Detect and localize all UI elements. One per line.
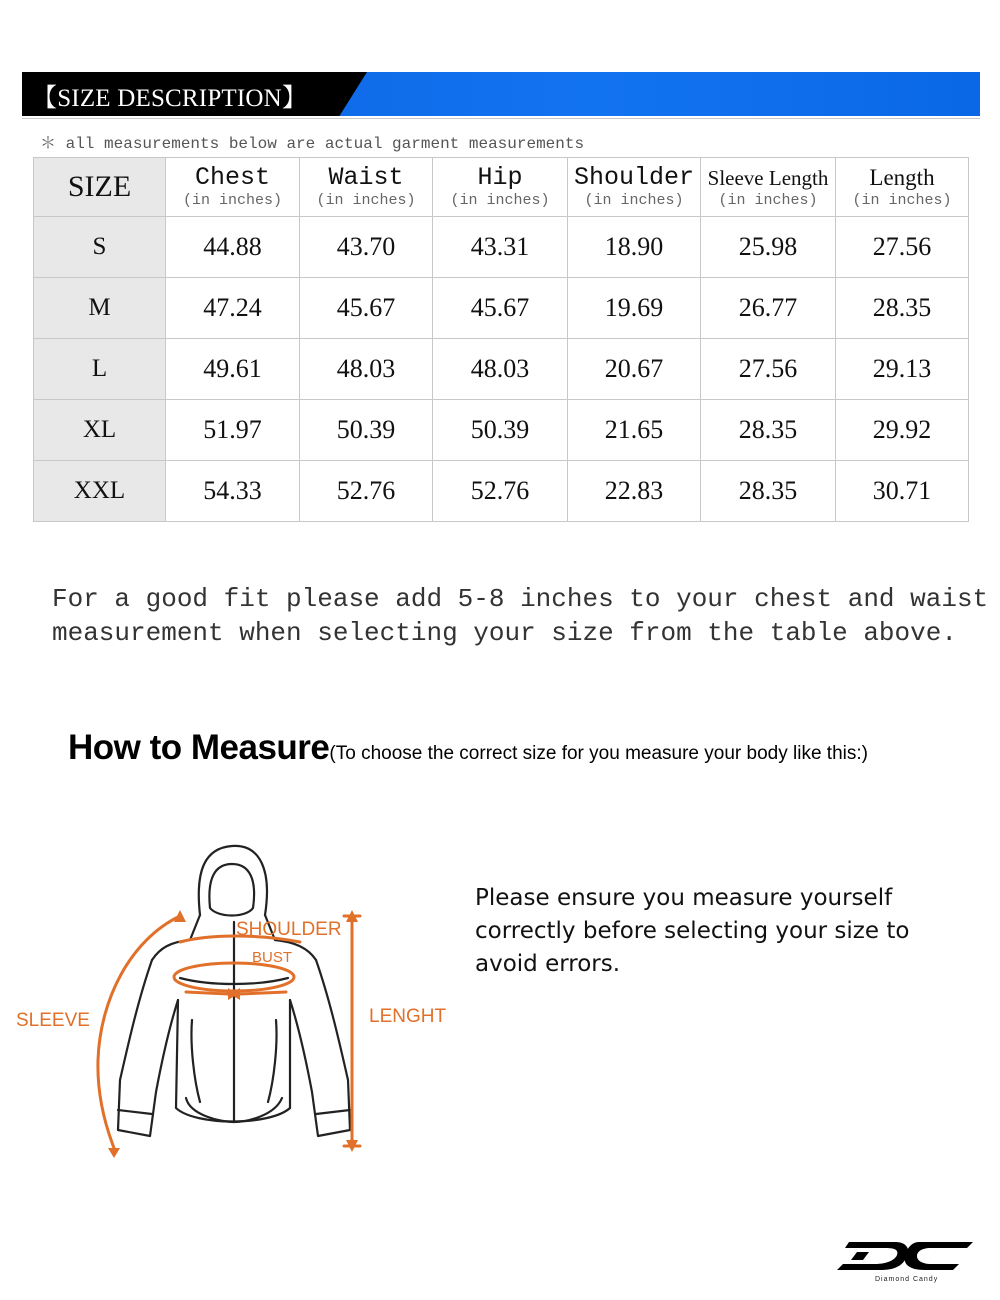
advice-line: correctly before selecting your size to [475, 918, 910, 944]
advice-line: avoid errors. [475, 951, 621, 977]
column-header-hip [433, 158, 568, 217]
jacket-diagram-icon [10, 830, 470, 1160]
table-cell: 28.35 [701, 400, 836, 461]
table-cell: 50.39 [300, 400, 433, 461]
table-cell: 45.67 [300, 278, 433, 339]
column-unit: (in inches) [316, 192, 416, 209]
column-header-length [836, 158, 969, 217]
column-name: Hip [477, 163, 523, 192]
column-header-chest [166, 158, 300, 217]
fit-tip [52, 582, 1000, 650]
table-cell: 18.90 [568, 217, 701, 278]
table-cell: 43.70 [300, 217, 433, 278]
fit-tip-line: measurement when selecting your size from the table above. [52, 618, 957, 648]
table-cell: 29.13 [836, 339, 969, 400]
how-to-measure-heading [68, 728, 868, 768]
table-header-row [34, 158, 969, 217]
size-cell: L [34, 339, 166, 400]
table-cell: 44.88 [166, 217, 300, 278]
column-header-waist [300, 158, 433, 217]
column-header-shoulder [568, 158, 701, 217]
size-table [33, 157, 969, 522]
table-cell: 45.67 [433, 278, 568, 339]
size-column-header: SIZE [34, 158, 166, 217]
column-unit: (in inches) [584, 192, 684, 209]
sleeve-label: SLEEVE [16, 1010, 90, 1031]
fit-tip-line: For a good fit please add 5-8 inches to your chest and waist [52, 584, 989, 614]
table-cell: 27.56 [836, 217, 969, 278]
table-row [34, 339, 969, 400]
size-cell: M [34, 278, 166, 339]
column-header-sleeve-length [701, 158, 836, 217]
bust-label: BUST [252, 949, 293, 966]
table-cell: 22.83 [568, 461, 701, 522]
table-cell: 48.03 [300, 339, 433, 400]
shoulder-label: SHOULDER [236, 919, 342, 940]
header-banner [22, 72, 980, 116]
dc-logo-icon [835, 1238, 975, 1274]
table-cell: 51.97 [166, 400, 300, 461]
table-cell: 21.65 [568, 400, 701, 461]
table-cell: 30.71 [836, 461, 969, 522]
advice-line: Please ensure you measure yourself [475, 885, 893, 911]
table-cell: 49.61 [166, 339, 300, 400]
table-cell: 29.92 [836, 400, 969, 461]
column-name: Shoulder [573, 163, 695, 192]
size-cell: XL [34, 400, 166, 461]
measure-advice [475, 882, 975, 981]
table-row [34, 461, 969, 522]
table-cell: 20.67 [568, 339, 701, 400]
table-row [34, 400, 969, 461]
column-unit: (in inches) [182, 192, 283, 209]
column-name: Sleeve Length [707, 166, 829, 190]
measurement-diagram [10, 830, 470, 1160]
length-label: LENGHT [369, 1006, 447, 1027]
table-cell: 50.39 [433, 400, 568, 461]
logo-tagline: Diamond Candy [875, 1276, 939, 1283]
how-to-subtitle: (To choose the correct size for you measure your body like this:) [329, 743, 868, 764]
table-cell: 19.69 [568, 278, 701, 339]
column-unit: (in inches) [450, 192, 550, 209]
table-cell: 47.24 [166, 278, 300, 339]
table-cell: 26.77 [701, 278, 836, 339]
table-cell: 52.76 [433, 461, 568, 522]
how-to-title: How to Measure [68, 728, 330, 767]
table-cell: 43.31 [433, 217, 568, 278]
table-cell: 54.33 [166, 461, 300, 522]
table-cell: 52.76 [300, 461, 433, 522]
column-name: Waist [328, 163, 404, 192]
table-cell: 27.56 [701, 339, 836, 400]
column-name: Chest [194, 163, 270, 192]
size-cell: S [34, 217, 166, 278]
column-unit: (in inches) [718, 192, 818, 209]
page-title: 【SIZE DESCRIPTION】 [32, 85, 308, 112]
measurement-note: ＊ all measurements below are actual garment measurements [40, 135, 585, 153]
table-cell: 28.35 [836, 278, 969, 339]
column-name: Length [869, 165, 935, 190]
table-row [34, 217, 969, 278]
table-cell: 48.03 [433, 339, 568, 400]
table-cell: 28.35 [701, 461, 836, 522]
size-cell: XXL [34, 461, 166, 522]
table-row [34, 278, 969, 339]
column-unit: (in inches) [852, 192, 952, 209]
table-cell: 25.98 [701, 217, 836, 278]
brand-logo [835, 1238, 975, 1288]
divider [22, 118, 980, 119]
